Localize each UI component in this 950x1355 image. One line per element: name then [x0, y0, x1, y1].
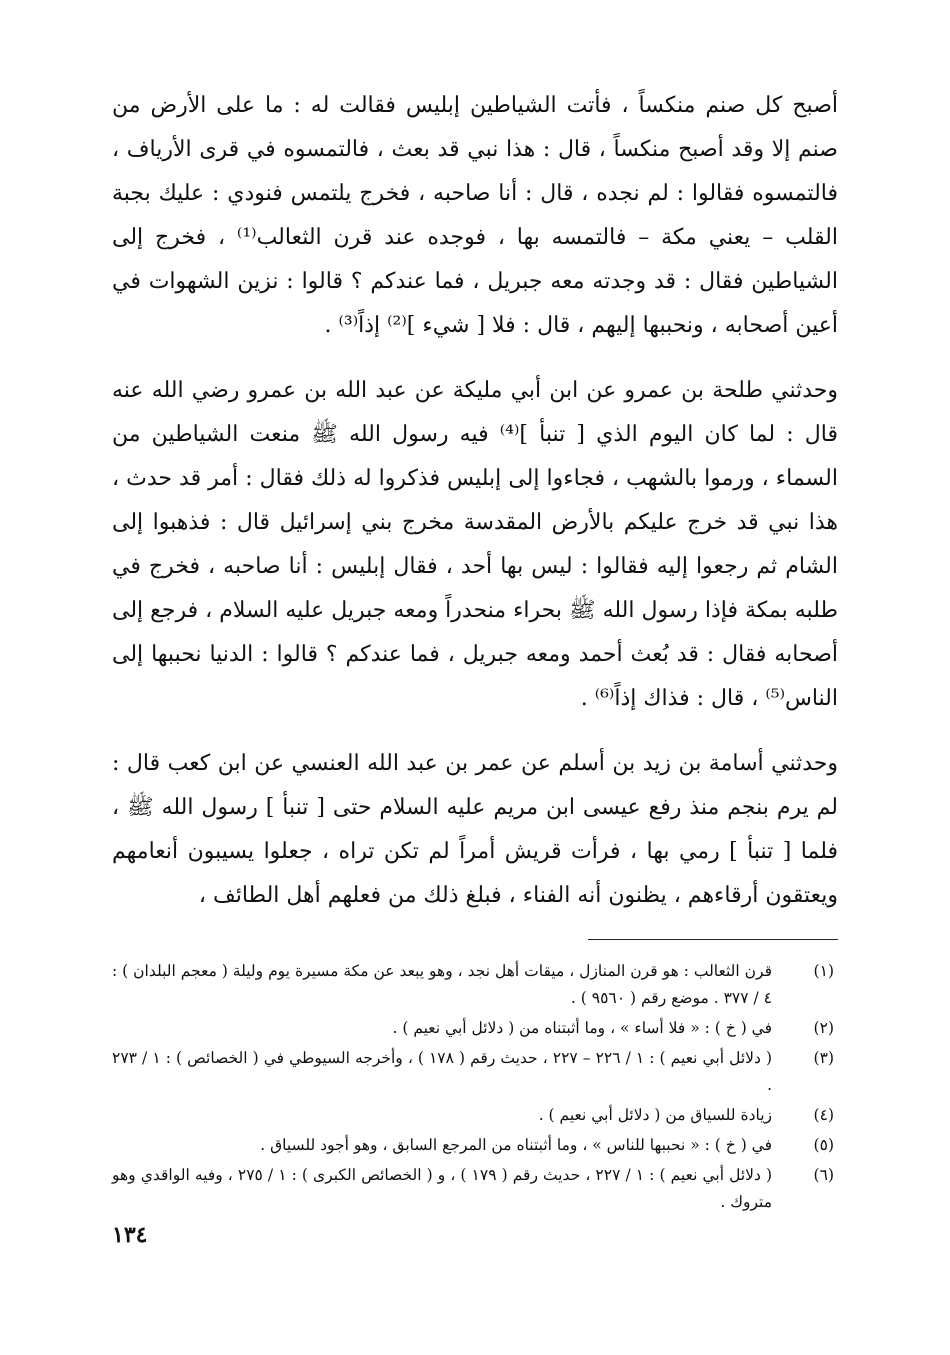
footnote-5 — [112, 1132, 838, 1159]
footnote-6 — [112, 1162, 838, 1216]
footnote-3 — [112, 1045, 838, 1099]
footnote-number: (٦) — [813, 1166, 834, 1184]
footnote-1 — [112, 958, 838, 1012]
footnote-text: في ( خ ) : « نحببها للناس » ، وما أثبتناه من المرجع السابق ، وهو أجود للسياق . — [260, 1136, 772, 1154]
page-number: ١٣٤ — [112, 1222, 148, 1248]
footnote-text: قرن الثعالب : هو قرن المنازل ، ميقات أهل نجد ، وهو يبعد عن مكة مسيرة يوم وليلة ( معجم البلدان ) : ٤ / ٣٧٧ . موضع رقم ( ٩٥٦٠ ) . — [112, 962, 772, 1007]
paragraph-1: أصبح كل صنم منكساً ، فأتت الشياطين إبليس فقالت له : ما على الأرض من صنم إلا وقد أصبح منكساً ، قال : هذا نبي قد بعث ، فالتمسوه في قرى الأرياف ، فالتمسوه فقالوا : لم نجده ، قال : أنا صاحبه ، فخرج يلتمس فنودي : عليك بجبة القلب – يعني مكة – فالتمسه بها ، فوجده عند قرن الثعالب⁽¹⁾ ، فخرج إلى الشياطين فقال : قد وجدته معه جبريل ، فما عندكم ؟ قالوا : نزين الشهوات في أعين أصحابه ، ونحببها إليهم ، قال : فلا [ شيء ]⁽²⁾ إذاً⁽³⁾ . — [112, 93, 838, 338]
footnote-number: (٥) — [813, 1136, 834, 1154]
footnote-4 — [112, 1102, 838, 1129]
footnotes — [112, 958, 838, 1216]
footnote-number: (٢) — [813, 1019, 834, 1037]
footnote-number: (٣) — [813, 1049, 834, 1067]
footnote-text: في ( خ ) : « فلا أساء » ، وما أثبتناه من ( دلائل أبي نعيم ) . — [392, 1019, 772, 1037]
footnote-separator — [588, 939, 838, 940]
paragraph-2: وحدثني طلحة بن عمرو عن ابن أبي مليكة عن عبد الله بن عمرو رضي الله عنه قال : لما كان اليوم الذي [ تنبأ ]⁽⁴⁾ فيه رسول الله ﷺ منعت الشياطين من السماء ، ورموا بالشهب ، فجاءوا إلى إبليس فذكروا له ذلك فقال : أمر قد حدث ، هذا نبي قد خرج عليكم بالأرض المقدسة مخرج بني إسرائيل قال : فذهبوا إلى الشام ثم رجعوا إليه فقالوا : ليس بها أحد ، فقال إبليس : أنا صاحبه ، فخرج في طلبه بمكة فإذا رسول الله ﷺ بحراء منحدراً ومعه جبريل عليه السلام ، فرجع إلى أصحابه فقال : قد بُعث أحمد ومعه جبريل ، فما عندكم ؟ قالوا : الدنيا نحببها إلى الناس⁽⁵⁾ ، قال : فذاك إذاً⁽⁶⁾ . — [112, 378, 839, 711]
main-text — [112, 84, 838, 918]
footnote-number: (١) — [813, 962, 834, 980]
footnote-2 — [112, 1015, 838, 1042]
footnote-text: ( دلائل أبي نعيم ) : ١ / ٢٢٧ ، حديث رقم ( ١٧٩ ) ، و ( الخصائص الكبرى ) : ١ / ٢٧٥ ، وفيه الواقدي وهو متروك . — [112, 1166, 772, 1211]
footnote-text: زيادة للسياق من ( دلائل أبي نعيم ) . — [538, 1106, 772, 1124]
footnote-text: ( دلائل أبي نعيم ) : ١ / ٢٢٦ – ٢٢٧ ، حديث رقم ( ١٧٨ ) ، وأخرجه السيوطي في ( الخصائص ) : ١ / ٢٧٣ . — [112, 1049, 772, 1094]
footnote-number: (٤) — [813, 1106, 834, 1124]
paragraph-3: وحدثني أسامة بن زيد بن أسلم عن عمر بن عبد الله العنسي عن ابن كعب قال : لم يرم بنجم منذ رفع عيسى ابن مريم عليه السلام حتى [ تنبأ ] رسول الله ﷺ ، فلما [ تنبأ ] رمي بها ، فرأت قريش أمراً لم تكن تراه ، جعلوا يسيبون أنعامهم ويعتقون أرقاءهم ، يظنون أنه الفناء ، فبلغ ذلك من فعلهم أهل الطائف ، — [112, 751, 838, 908]
